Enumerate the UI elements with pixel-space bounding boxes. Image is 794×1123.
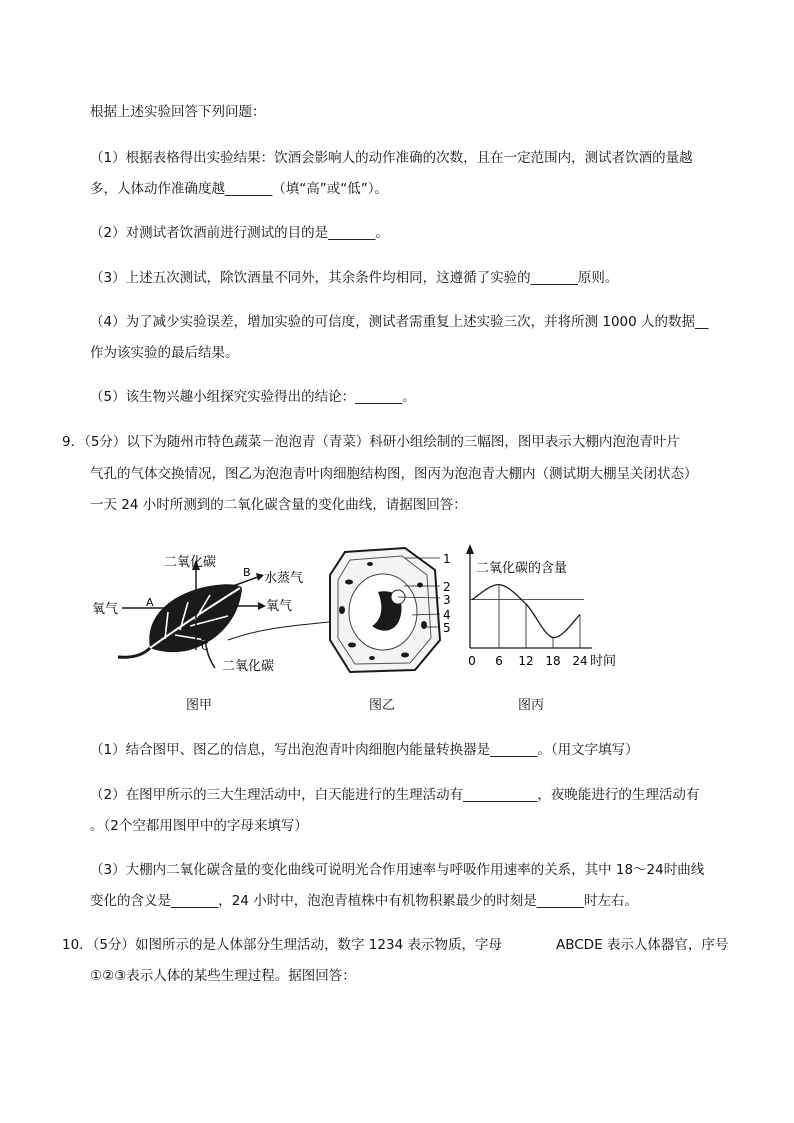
cell-label-2: 2 [443, 580, 451, 594]
q9-p3-line2: 变化的含义是_______，24 小时中，泡泡青植株中有机物积累最少的时刻是_______时左右。 [90, 893, 638, 909]
caption-jia: 图甲 [186, 698, 213, 713]
figure-yi [330, 548, 451, 672]
q9-stem-line1: 9．（5分）以下为随州市特色蔬菜－泡泡青（青菜）科研小组绘制的三幅图，图甲表示大棚内泡泡青叶片 [62, 434, 680, 450]
cell-label-1: 1 [443, 552, 451, 566]
q8-p2: （2）对测试者饮酒前进行测试的目的是_______。 [90, 225, 389, 241]
label-o2-left: 氧气 [92, 602, 119, 617]
label-o2-right: 氧气 [266, 599, 293, 614]
figure-bing [466, 544, 616, 669]
x-tick-label: 0 [468, 654, 476, 668]
letter-a: A [146, 596, 154, 609]
label-co2-bottom: 二氧化碳 [222, 659, 275, 674]
label-h2o: 水蒸气 [264, 571, 304, 586]
q10-stem-line1a: 10．（5分）如图所示的是人体部分生理活动，数字 1234 表示物质，字母 [62, 937, 502, 953]
x-tick-label: 6 [495, 654, 503, 668]
q9-figures [0, 540, 794, 680]
q9-stem-line2: 气孔的气体交换情况，图乙为泡泡青叶肉细胞结构图，图丙为泡泡青大棚内（测试期大棚呈关闭状态） [90, 466, 698, 482]
q9-stem-line3: 一天 24 小时所测到的二氧化碳含量的变化曲线，请据图回答： [90, 497, 467, 513]
caption-bing: 图丙 [518, 698, 545, 713]
intro-text: 根据上述实验回答下列问题： [90, 104, 266, 120]
q9-p2-line1: （2）在图甲所示的三大生理活动中，白天能进行的生理活动有___________，夜晚能进行的生理活动有 [90, 787, 700, 803]
cell-label-4: 4 [443, 608, 451, 622]
cell-label-3: 3 [443, 593, 451, 607]
q10-stem-line1b: ABCDE 表示人体器官，序号 [556, 937, 729, 953]
q8-p1-line2: 多，人体动作准确度越_______（填“高”或“低”）。 [90, 181, 388, 197]
q8-p3: （3）上述五次测试，除饮酒量不同外，其余条件均相同，这遵循了实验的_______原则。 [90, 270, 619, 286]
label-co2-top: 二氧化碳 [164, 555, 217, 570]
q9-p1: （1）结合图甲、图乙的信息，写出泡泡青叶肉细胞内能量转换器是_______。（用文字填写） [90, 742, 639, 758]
q8-p5: （5）该生物兴趣小组探究实验得出的结论：_______。 [90, 389, 416, 405]
q8-p4-line1: （4）为了减少实验误差，增加实验的可信度，测试者需重复上述实验三次，并将所测 1000 人的数据__ [90, 314, 709, 330]
q10-stem-line2: ①②③表示人体的某些生理过程。据图回答： [90, 968, 356, 984]
figure-jia [92, 554, 345, 674]
x-axis-unit: 时间 [590, 654, 617, 669]
caption-yi: 图乙 [369, 698, 396, 713]
q8-p4-line2: 作为该实验的最后结果。 [90, 345, 239, 361]
connector-line [228, 620, 345, 640]
q9-p3-line1: （3）大棚内二氧化碳含量的变化曲线可说明光合作用速率与呼吸作用速率的关系，其中 18～24时曲线 [90, 862, 705, 878]
chart-title: 二氧化碳的含量 [476, 561, 568, 576]
q9-p2-line2: 。（2个空都用图甲中的字母来填写） [90, 818, 308, 834]
letter-c: C [201, 640, 209, 653]
x-tick-label: 18 [545, 654, 561, 668]
x-tick-label: 24 [572, 654, 588, 668]
letter-b: B [243, 566, 251, 579]
q8-p1-line1: （1）根据表格得出实验结果：饮酒会影响人的动作准确的次数，且在一定范围内，测试者饮酒的量越 [90, 150, 693, 166]
cell-label-5: 5 [443, 621, 451, 635]
x-tick-label: 12 [518, 654, 534, 668]
